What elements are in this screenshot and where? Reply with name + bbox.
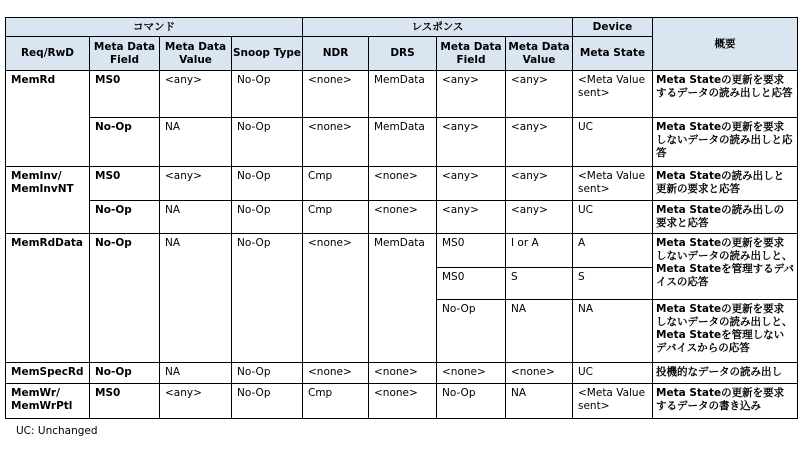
footnote: UC: Unchanged [16,425,98,437]
meta-state-table [5,17,798,419]
cell: No-Op [90,234,160,363]
table-row [6,167,798,201]
summary-cell: Meta Stateの更新を要求しないデータの読み出しと、Meta Stateを管理するデバイスの応答 [653,234,798,300]
cell: No-Op [232,71,303,118]
group-header-command: コマンド [6,18,303,37]
cell: S [573,268,653,300]
header-snoop-type: Snoop Type [232,37,303,71]
cell: <any> [437,118,506,167]
cell: <any> [506,167,573,201]
summary-cell: Meta Stateの読み出しと更新の要求と応答 [653,167,798,201]
header-cmd-meta-value: Meta Data Value [160,37,232,71]
table-row [6,363,798,384]
cell: <none> [369,201,437,234]
header-req: Req/RwD [6,37,90,71]
summary-cell: Meta Stateの更新を要求するデータの書き込み [653,384,798,419]
cell: I or A [506,234,573,268]
cell: <none> [303,234,369,363]
cell: <any> [160,71,232,118]
cell: MS0 [437,268,506,300]
cell: No-Op [232,118,303,167]
cell: Cmp [303,167,369,201]
cell: <any> [506,71,573,118]
req-cell: MemRdData [6,234,90,363]
cell: No-Op [437,300,506,363]
header-meta-state: Meta State [573,37,653,71]
cell: NA [160,363,232,384]
cell: <any> [437,201,506,234]
cell: MS0 [437,234,506,268]
cell: NA [160,201,232,234]
cell: <none> [437,363,506,384]
cell: <Meta Value sent> [573,71,653,118]
header-ndr: NDR [303,37,369,71]
summary-cell: 投機的なデータの読み出し [653,363,798,384]
table-row [6,234,798,268]
cell: NA [506,384,573,419]
cell: <none> [303,363,369,384]
req-cell: MemRd [6,71,90,167]
cell: <none> [506,363,573,384]
summary-cell: Meta Stateの読み出しの要求と応答 [653,201,798,234]
cell: No-Op [90,363,160,384]
summary-cell: Meta Stateの更新を要求するデータの読み出しと応答 [653,71,798,118]
group-header-device: Device [573,18,653,37]
table-row [6,384,798,419]
cell: A [573,234,653,268]
cell: <any> [506,201,573,234]
cell: NA [573,300,653,363]
cell: No-Op [232,234,303,363]
cell: UC [573,363,653,384]
cell: <any> [160,384,232,419]
cell: <any> [506,118,573,167]
cell: Cmp [303,201,369,234]
req-cell: MemInv/ MemInvNT [6,167,90,234]
cell: MemData [369,118,437,167]
cell: <none> [369,384,437,419]
cell: <none> [369,363,437,384]
table-row [6,118,798,167]
cell: NA [160,118,232,167]
table-row [6,201,798,234]
cell: Cmp [303,384,369,419]
cell: No-Op [232,384,303,419]
summary-cell: Meta Stateの更新を要求しないデータの読み出しと応答 [653,118,798,167]
cell: <none> [303,118,369,167]
cell: UC [573,118,653,167]
cell: <none> [303,71,369,118]
cell: NA [160,234,232,363]
cell: MS0 [90,384,160,419]
header-rsp-meta-value: Meta Data Value [506,37,573,71]
cell: <Meta Value sent> [573,167,653,201]
cell: UC [573,201,653,234]
req-cell: MemWr/ MemWrPtl [6,384,90,419]
header-summary: 概要 [653,18,798,71]
cell: <any> [437,167,506,201]
cell: <any> [160,167,232,201]
header-drs: DRS [369,37,437,71]
cell: S [506,268,573,300]
req-cell: MemSpecRd [6,363,90,384]
cell: No-Op [90,201,160,234]
cell: <any> [437,71,506,118]
cell: MS0 [90,71,160,118]
table-row [6,71,798,118]
cell: <none> [369,167,437,201]
cell: No-Op [232,167,303,201]
group-header-response: レスポンス [303,18,573,37]
summary-cell: Meta Stateの更新を要求しないデータの読み出しと、Meta Stateを管理しないデバイスからの応答 [653,300,798,363]
cell: No-Op [437,384,506,419]
cell: No-Op [90,118,160,167]
cell: No-Op [232,363,303,384]
cell: MemData [369,234,437,363]
cell: <Meta Value sent> [573,384,653,419]
header-cmd-meta-field: Meta Data Field [90,37,160,71]
cell: NA [506,300,573,363]
header-rsp-meta-field: Meta Data Field [437,37,506,71]
cell: MS0 [90,167,160,201]
cell: MemData [369,71,437,118]
cell: No-Op [232,201,303,234]
